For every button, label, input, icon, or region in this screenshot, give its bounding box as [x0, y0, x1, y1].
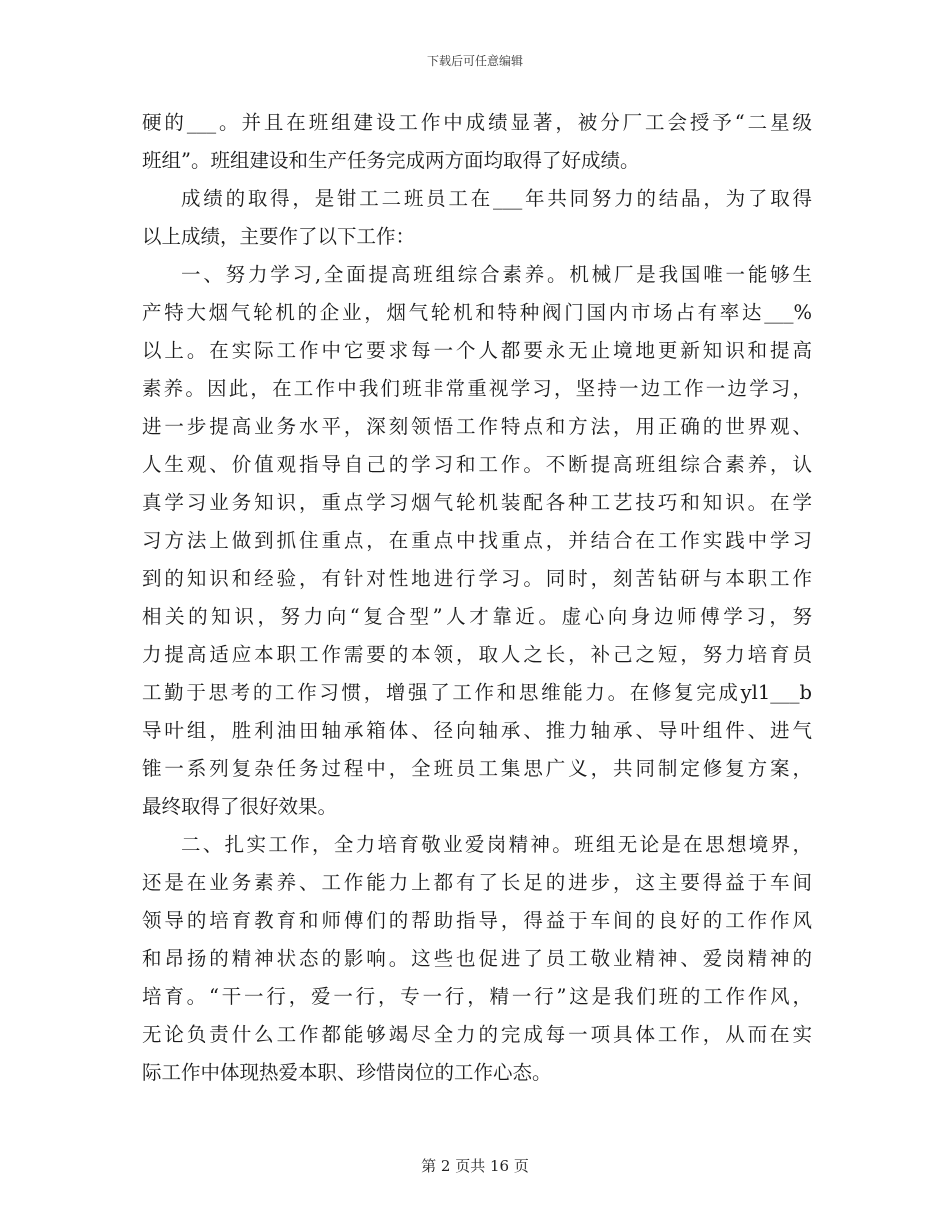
text-line: 锥一系列复杂任务过程中，全班员工集思广义，共同制定修复方案， [142, 757, 812, 780]
text-line: 成绩的取得，是钳工二班员工在___年共同努力的结晶，为了取得 [181, 187, 812, 210]
text-line: 和昂扬的精神状态的影响。这些也促进了员工敬业精神、爱岗精神的 [142, 947, 812, 970]
text-line: 班组”。班组建设和生产任务完成两方面均取得了好成绩。 [142, 149, 640, 172]
text-line: 硬的___。并且在班组建设工作中成绩显著，被分厂工会授予“二星级 [142, 111, 812, 134]
text-line: 到的知识和经验，有针对性地进行学习。同时，刻苦钻研与本职工作 [142, 567, 812, 590]
text-line: 最终取得了很好效果。 [142, 795, 338, 818]
text-line: 一、努力学习,全面提高班组综合素养。机械厂是我国唯一能够生 [181, 263, 812, 286]
text-line: 二、扎实工作，全力培育敬业爱岗精神。班组无论是在思想境界， [181, 833, 812, 856]
text-line: 无论负责什么工作都能够竭尽全力的完成每一项具体工作，从而在实 [142, 1023, 812, 1046]
text-line: 工勤于思考的工作习惯，增强了工作和思维能力。在修复完成yl1___b [142, 681, 812, 704]
text-line: 领导的培育教育和师傅们的帮助指导，得益于车间的良好的工作作风 [142, 909, 812, 932]
text-line: 进一步提高业务水平，深刻领悟工作特点和方法，用正确的世界观、 [142, 415, 812, 438]
text-line: 产特大烟气轮机的企业，烟气轮机和特种阀门国内市场占有率达___% [142, 301, 812, 324]
text-line: 以上成绩，主要作了以下工作： [142, 225, 416, 248]
text-line: 际工作中体现热爱本职、珍惜岗位的工作心态。 [142, 1061, 552, 1084]
text-line: 以上。在实际工作中它要求每一个人都要永无止境地更新知识和提高 [142, 339, 812, 362]
text-line: 培育。“干一行，爱一行，专一行，精一行”这是我们班的工作作风， [142, 985, 812, 1008]
text-line: 力提高适应本职工作需要的本领，取人之长，补己之短，努力培育员 [142, 643, 812, 666]
text-line: 相关的知识，努力向“复合型”人才靠近。虚心向身边师傅学习，努 [142, 605, 812, 628]
text-line: 真学习业务知识，重点学习烟气轮机装配各种工艺技巧和知识。在学 [142, 491, 812, 514]
page-footer: 第 2 页共 16 页 [421, 1157, 529, 1175]
text-line: 习方法上做到抓住重点，在重点中找重点，并结合在工作实践中学习 [142, 529, 812, 552]
text-line: 导叶组，胜利油田轴承箱体、径向轴承、推力轴承、导叶组件、进气 [142, 719, 812, 742]
page-header: 下载后可任意编辑 [426, 54, 523, 68]
text-line: 人生观、价值观指导自己的学习和工作。不断提高班组综合素养，认 [142, 453, 812, 476]
text-line: 还是在业务素养、工作能力上都有了长足的进步，这主要得益于车间 [142, 871, 812, 894]
document-body [142, 104, 812, 1092]
text-line: 素养。因此，在工作中我们班非常重视学习，坚持一边工作一边学习， [142, 377, 812, 400]
